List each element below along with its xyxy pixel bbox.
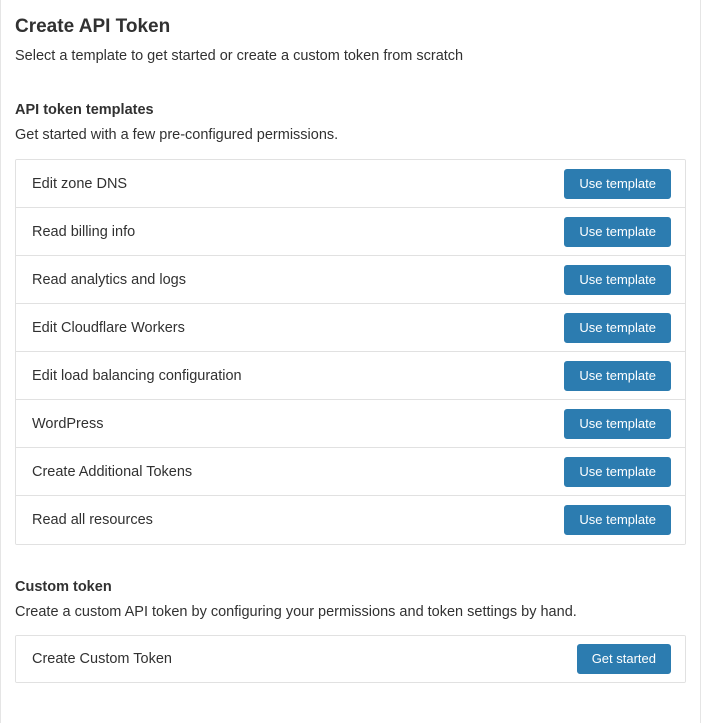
- get-started-button[interactable]: Get started: [577, 644, 671, 674]
- use-template-button[interactable]: Use template: [564, 409, 671, 439]
- use-template-button[interactable]: Use template: [564, 457, 671, 487]
- custom-token-card: [15, 635, 686, 683]
- template-name: Read analytics and logs: [32, 271, 186, 288]
- table-row: [16, 496, 685, 544]
- api-token-templates-section: [15, 100, 686, 545]
- table-row: [16, 304, 685, 352]
- use-template-button[interactable]: Use template: [564, 265, 671, 295]
- page-title: Create API Token: [15, 16, 171, 37]
- templates-section-title: API token templates: [15, 102, 154, 118]
- template-name: Edit Cloudflare Workers: [32, 319, 185, 336]
- template-name: Edit zone DNS: [32, 175, 128, 192]
- use-template-button[interactable]: Use template: [564, 217, 671, 247]
- table-row: [16, 636, 685, 682]
- table-row: [16, 400, 685, 448]
- templates-list: [15, 159, 686, 545]
- use-template-button[interactable]: Use template: [564, 505, 671, 535]
- template-name: WordPress: [32, 415, 104, 432]
- custom-section-description: Create a custom API token by configuring your permissions and token settings by hand.: [15, 604, 577, 620]
- use-template-button[interactable]: Use template: [564, 313, 671, 343]
- table-row: [16, 160, 685, 208]
- custom-section-title: Custom token: [15, 579, 112, 595]
- templates-section-description: Get started with a few pre-configured permissions.: [15, 127, 339, 143]
- use-template-button[interactable]: Use template: [564, 361, 671, 391]
- custom-token-section: [15, 577, 686, 683]
- custom-token-label: Create Custom Token: [32, 651, 172, 667]
- page-subtitle: Select a template to get started or create a custom token from scratch: [15, 48, 464, 64]
- template-name: Edit load balancing configuration: [32, 367, 242, 384]
- template-name: Read billing info: [32, 223, 136, 240]
- table-row: [16, 352, 685, 400]
- use-template-button[interactable]: Use template: [564, 169, 671, 199]
- template-name: Read all resources: [32, 512, 153, 528]
- template-name: Create Additional Tokens: [32, 463, 193, 480]
- table-row: [16, 448, 685, 496]
- table-row: [16, 208, 685, 256]
- table-row: [16, 256, 685, 304]
